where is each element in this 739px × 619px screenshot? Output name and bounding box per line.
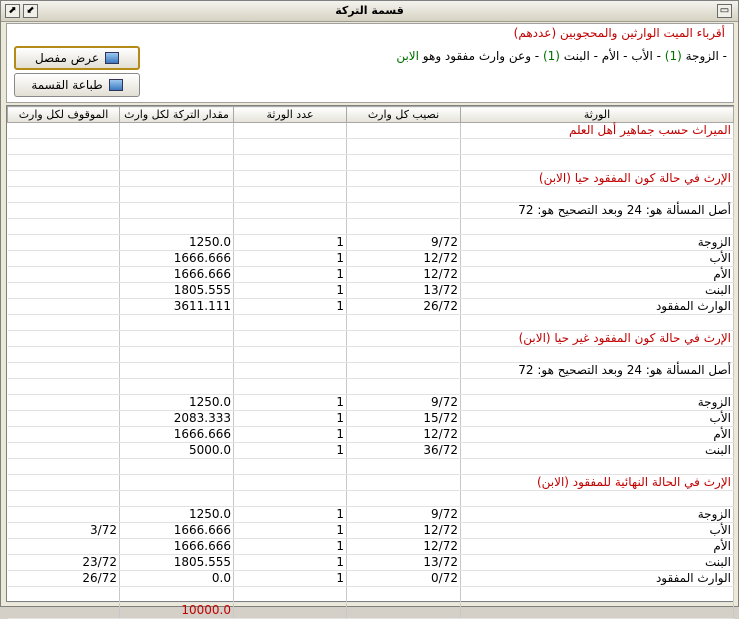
share-cell (347, 203, 461, 219)
table-row[interactable] (8, 139, 734, 155)
heir-cell (461, 603, 734, 619)
amount-cell: 1250.0 (120, 507, 234, 523)
heir-cell (461, 491, 734, 507)
reserved-cell: 3/72 (8, 523, 120, 539)
detail-button-label: عرض مفصل (34, 51, 100, 65)
amount-cell: 1250.0 (120, 395, 234, 411)
count-cell: 1 (234, 251, 347, 267)
heir-cell (461, 219, 734, 235)
count-cell: 1 (234, 283, 347, 299)
count-cell (234, 459, 347, 475)
amount-cell (120, 155, 234, 171)
amount-cell (120, 187, 234, 203)
heir-cell: الزوجة (461, 395, 734, 411)
share-cell: 36/72 (347, 443, 461, 459)
reserved-cell (8, 603, 120, 619)
table-row[interactable] (8, 459, 734, 475)
reserved-cell (8, 395, 120, 411)
count-cell (234, 219, 347, 235)
amount-cell: 1666.666 (120, 251, 234, 267)
heirs-group-legend: أقرباء الميت الوارثين والمحجوبين (عددهم) (513, 26, 725, 40)
reserved-cell (8, 507, 120, 523)
count-cell: 1 (234, 443, 347, 459)
table-row[interactable] (8, 603, 734, 619)
amount-cell: 1805.555 (120, 283, 234, 299)
amount-cell (120, 123, 234, 139)
reserved-cell (8, 331, 120, 347)
count-cell (234, 187, 347, 203)
amount-cell: 3611.111 (120, 299, 234, 315)
amount-cell: 1666.666 (120, 523, 234, 539)
table-row[interactable] (8, 555, 734, 571)
count-cell (234, 123, 347, 139)
maximize-icon[interactable]: ⬈ (5, 4, 20, 18)
table-row[interactable] (8, 363, 734, 379)
share-cell (347, 315, 461, 331)
share-cell (347, 155, 461, 171)
share-cell: 13/72 (347, 283, 461, 299)
count-cell (234, 587, 347, 603)
count-cell: 1 (234, 411, 347, 427)
count-cell (234, 603, 347, 619)
table-row[interactable] (8, 475, 734, 491)
amount-cell (120, 363, 234, 379)
detailed-view-button[interactable] (14, 46, 140, 70)
share-cell (347, 347, 461, 363)
share-cell: 0/72 (347, 571, 461, 587)
table-row[interactable] (8, 523, 734, 539)
share-cell (347, 379, 461, 395)
amount-cell (120, 139, 234, 155)
col-reserved[interactable]: الموقوف لكل وارث (8, 107, 120, 123)
share-cell (347, 187, 461, 203)
count-cell: 1 (234, 267, 347, 283)
reserved-cell (8, 539, 120, 555)
amount-cell (120, 587, 234, 603)
reserved-cell (8, 491, 120, 507)
count-cell (234, 331, 347, 347)
heir-cell (461, 459, 734, 475)
amount-cell (120, 203, 234, 219)
heir-cell (461, 379, 734, 395)
heirs-panel (6, 23, 734, 103)
share-cell: 13/72 (347, 555, 461, 571)
count-cell (234, 139, 347, 155)
table-row[interactable] (8, 539, 734, 555)
print-division-button[interactable] (14, 73, 140, 97)
count-cell: 1 (234, 395, 347, 411)
count-cell (234, 475, 347, 491)
count-cell (234, 379, 347, 395)
heir-cell: البنت (461, 555, 734, 571)
count-cell: 1 (234, 523, 347, 539)
heir-cell (461, 347, 734, 363)
count-cell: 1 (234, 235, 347, 251)
table-row[interactable] (8, 347, 734, 363)
table-row[interactable] (8, 267, 734, 283)
share-cell: 9/72 (347, 235, 461, 251)
heirs-part: (1) (542, 49, 560, 63)
count-cell: 1 (234, 555, 347, 571)
amount-cell (120, 491, 234, 507)
reserved-cell (8, 363, 120, 379)
share-cell (347, 459, 461, 475)
count-cell: 1 (234, 571, 347, 587)
amount-cell: 10000.0 (120, 603, 234, 619)
share-cell (347, 603, 461, 619)
share-cell (347, 139, 461, 155)
amount-cell (120, 315, 234, 331)
reserved-cell (8, 587, 120, 603)
table-row[interactable] (8, 507, 734, 523)
share-cell (347, 123, 461, 139)
count-cell (234, 171, 347, 187)
table-row[interactable] (8, 203, 734, 219)
heir-cell: الزوجة (461, 235, 734, 251)
heir-cell (461, 315, 734, 331)
amount-cell (120, 347, 234, 363)
amount-cell (120, 379, 234, 395)
reserved-cell (8, 219, 120, 235)
share-cell: 9/72 (347, 395, 461, 411)
table-row[interactable] (8, 251, 734, 267)
share-cell (347, 587, 461, 603)
reserved-cell (8, 427, 120, 443)
amount-cell: 2083.333 (120, 411, 234, 427)
share-cell: 12/72 (347, 267, 461, 283)
reserved-cell (8, 315, 120, 331)
count-cell (234, 347, 347, 363)
heir-cell: الإرث في حالة كون المفقود حيا (الابن) (461, 171, 734, 187)
table-row[interactable] (8, 155, 734, 171)
title-bar (1, 1, 738, 22)
reserved-cell (8, 283, 120, 299)
heir-cell: الإرث في الحالة النهائية للمفقود (الابن) (461, 475, 734, 491)
table-row[interactable] (8, 411, 734, 427)
table-row[interactable] (8, 491, 734, 507)
reserved-cell (8, 411, 120, 427)
heir-cell: الوارث المفقود (461, 571, 734, 587)
restore-icon[interactable]: ⬋ (23, 4, 38, 18)
count-cell: 1 (234, 507, 347, 523)
heir-cell (461, 155, 734, 171)
share-cell: 26/72 (347, 299, 461, 315)
share-cell: 9/72 (347, 507, 461, 523)
amount-cell: 1666.666 (120, 267, 234, 283)
heir-cell (461, 587, 734, 603)
count-cell: 1 (234, 539, 347, 555)
table-row[interactable] (8, 219, 734, 235)
count-cell: 1 (234, 299, 347, 315)
print-button-label: طباعة القسمة (31, 78, 103, 92)
count-cell: 1 (234, 427, 347, 443)
heirs-part: - الزوجة (681, 49, 727, 63)
share-cell: 12/72 (347, 251, 461, 267)
reserved-cell (8, 203, 120, 219)
amount-cell (120, 219, 234, 235)
share-cell (347, 475, 461, 491)
reserved-cell (8, 187, 120, 203)
reserved-cell (8, 347, 120, 363)
amount-cell: 1250.0 (120, 235, 234, 251)
table-row[interactable] (8, 171, 734, 187)
amount-cell: 1666.666 (120, 539, 234, 555)
reserved-cell (8, 443, 120, 459)
amount-cell: 0.0 (120, 571, 234, 587)
reserved-cell (8, 139, 120, 155)
amount-cell (120, 475, 234, 491)
reserved-cell (8, 155, 120, 171)
amount-cell (120, 171, 234, 187)
heir-cell: الإرث في حالة كون المفقود غير حيا (الابن) (461, 331, 734, 347)
heir-cell: الوارث المفقود (461, 299, 734, 315)
table-row[interactable] (8, 315, 734, 331)
reserved-cell (8, 299, 120, 315)
table-row[interactable] (8, 395, 734, 411)
count-cell (234, 491, 347, 507)
table-row[interactable] (8, 299, 734, 315)
col-amount[interactable]: مقدار التركة لكل وارث (120, 107, 234, 123)
count-cell (234, 155, 347, 171)
table-row[interactable] (8, 443, 734, 459)
reserved-cell (8, 379, 120, 395)
col-heir[interactable]: الورثة (461, 107, 734, 123)
heir-cell: الأب (461, 523, 734, 539)
heir-cell: الأب (461, 411, 734, 427)
amount-cell: 1666.666 (120, 427, 234, 443)
amount-cell (120, 459, 234, 475)
system-menu-icon[interactable]: ▭ (717, 4, 732, 18)
heirs-part: الابن (396, 49, 419, 63)
table-row[interactable] (8, 283, 734, 299)
heirs-part: - الأب - الأم - البنت (559, 49, 665, 63)
reserved-cell: 26/72 (8, 571, 120, 587)
heirs-part: - وعن وارث مفقود وهو (418, 49, 543, 63)
table-row[interactable] (8, 187, 734, 203)
heir-cell: الأم (461, 427, 734, 443)
share-cell: 15/72 (347, 411, 461, 427)
share-cell (347, 363, 461, 379)
table-row[interactable] (8, 379, 734, 395)
table-row[interactable] (8, 331, 734, 347)
amount-cell: 5000.0 (120, 443, 234, 459)
share-cell: 12/72 (347, 539, 461, 555)
reserved-cell (8, 475, 120, 491)
share-cell (347, 331, 461, 347)
window-title: قسمة التركة (335, 4, 404, 17)
heir-cell (461, 139, 734, 155)
share-cell: 12/72 (347, 427, 461, 443)
table-row[interactable] (8, 427, 734, 443)
printer-icon (109, 79, 123, 91)
heirs-part: (1) (664, 49, 682, 63)
table-row[interactable] (8, 571, 734, 587)
table-row[interactable] (8, 123, 734, 139)
heir-cell: الأم (461, 267, 734, 283)
heir-cell: الزوجة (461, 507, 734, 523)
table-row[interactable] (8, 587, 734, 603)
reserved-cell (8, 123, 120, 139)
reserved-cell (8, 171, 120, 187)
table-row[interactable] (8, 235, 734, 251)
heir-cell: البنت (461, 283, 734, 299)
share-cell (347, 171, 461, 187)
heirs-summary (396, 49, 727, 63)
amount-cell (120, 331, 234, 347)
division-table (6, 105, 734, 617)
window-view-icon (105, 52, 119, 64)
heir-cell: الأب (461, 251, 734, 267)
reserved-cell: 23/72 (8, 555, 120, 571)
heir-cell (461, 187, 734, 203)
reserved-cell (8, 251, 120, 267)
heir-cell: الميراث حسب جماهير أهل العلم (461, 123, 734, 139)
col-share[interactable]: نصيب كل وارث (347, 107, 461, 123)
count-cell (234, 203, 347, 219)
heir-cell: أصل المسألة هو: 24 وبعد التصحيح هو: 72 (461, 363, 734, 379)
reserved-cell (8, 235, 120, 251)
heir-cell: أصل المسألة هو: 24 وبعد التصحيح هو: 72 (461, 203, 734, 219)
amount-cell: 1805.555 (120, 555, 234, 571)
share-cell (347, 219, 461, 235)
share-cell (347, 491, 461, 507)
count-cell (234, 363, 347, 379)
col-count[interactable]: عدد الورثة (234, 107, 347, 123)
count-cell (234, 315, 347, 331)
heir-cell: الأم (461, 539, 734, 555)
reserved-cell (8, 459, 120, 475)
reserved-cell (8, 267, 120, 283)
share-cell: 12/72 (347, 523, 461, 539)
heir-cell: البنت (461, 443, 734, 459)
